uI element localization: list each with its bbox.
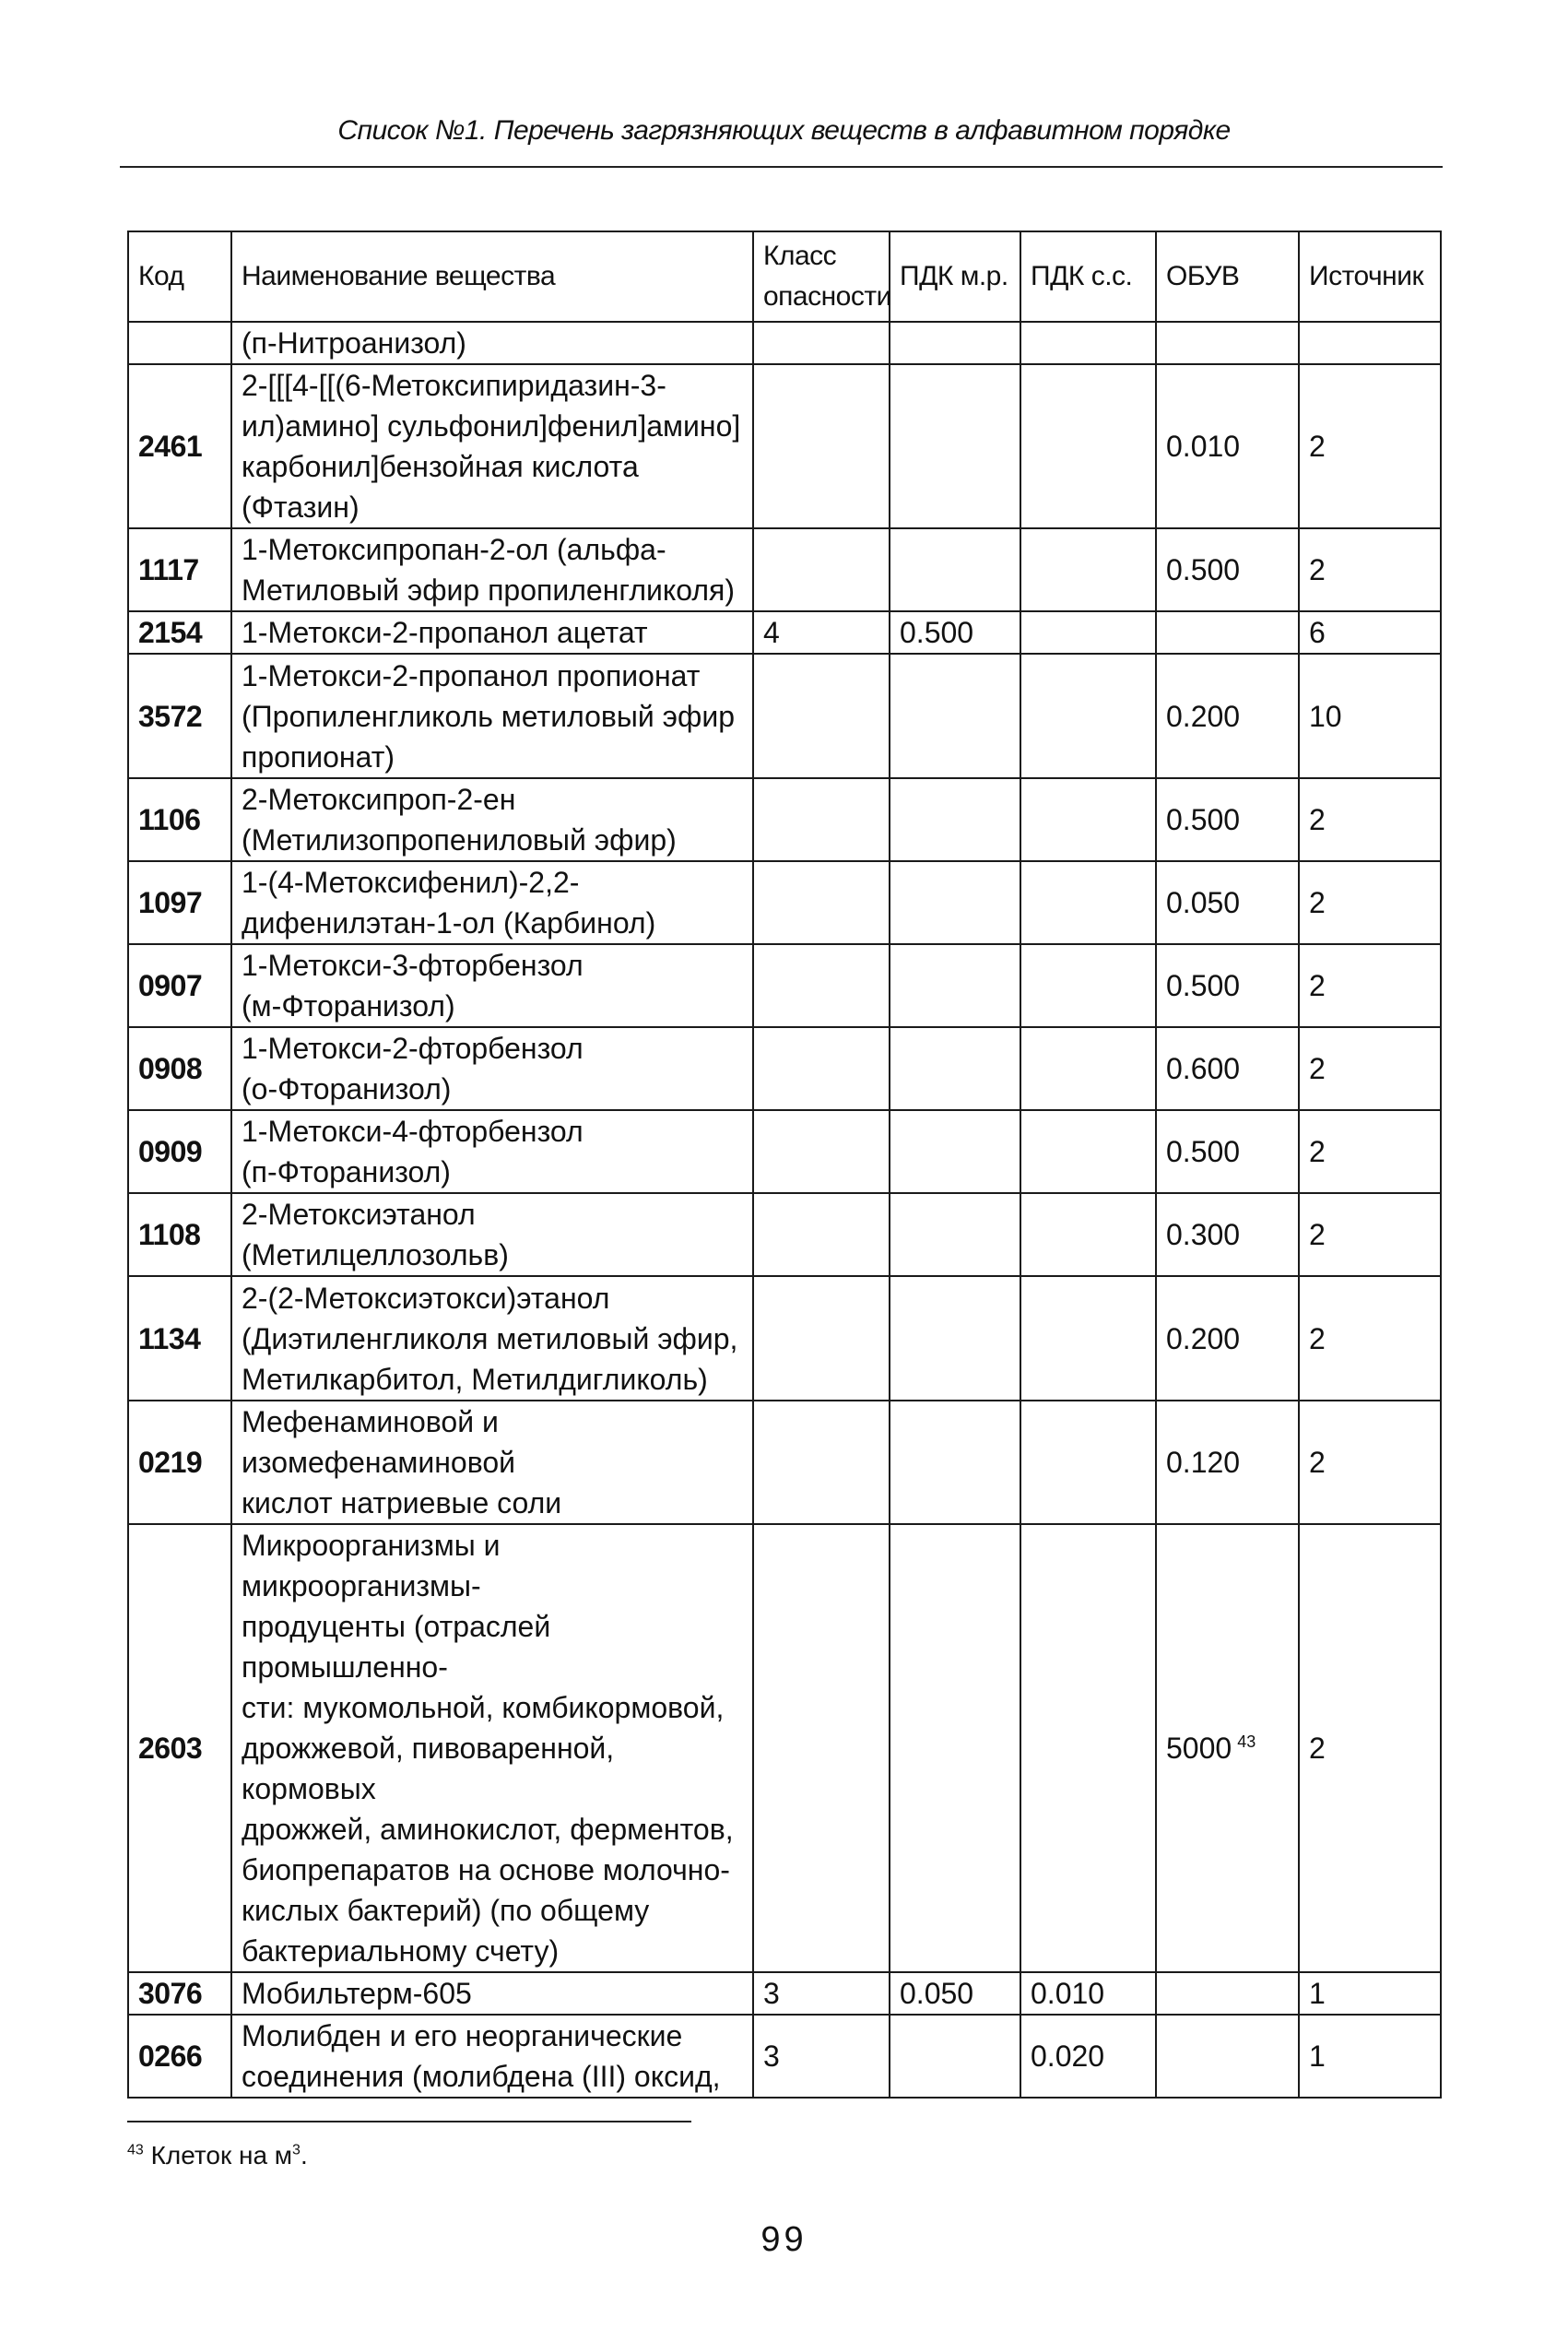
cell-obuv-value: 0.200 bbox=[1166, 1321, 1241, 1355]
cell-obuv bbox=[1156, 944, 1299, 1027]
cell-pdk-mr bbox=[890, 654, 1020, 778]
cell-obuv bbox=[1156, 1110, 1299, 1193]
cell-pdk-ss bbox=[1020, 611, 1156, 654]
cell-source: 2 bbox=[1299, 1401, 1441, 1524]
cell-name-line: 1-Метокси-2-пропанол ацетат bbox=[242, 616, 648, 649]
cell-class bbox=[753, 1524, 890, 1972]
table-row bbox=[128, 1524, 1441, 1972]
cell-name-line: соединения (молибдена (III) оксид, bbox=[242, 2060, 721, 2093]
cell-name-line: 2-(2-Метоксиэтокси)этанол bbox=[242, 1281, 610, 1315]
cell-obuv bbox=[1156, 1972, 1299, 2015]
cell-source: 2 bbox=[1299, 778, 1441, 861]
col-header-code: Код bbox=[128, 231, 231, 322]
cell-source: 2 bbox=[1299, 1524, 1441, 1972]
col-header-name: Наименование вещества bbox=[231, 231, 753, 322]
table-row bbox=[128, 1027, 1441, 1110]
cell-pdk-mr bbox=[890, 944, 1020, 1027]
cell-class bbox=[753, 778, 890, 861]
cell-code: 3076 bbox=[128, 1972, 231, 2015]
cell-name bbox=[231, 2015, 753, 2098]
cell-pdk-mr bbox=[890, 2015, 1020, 2098]
cell-name-line: 2-[[[4-[[(6-Метоксипиридазин-3- bbox=[242, 369, 666, 402]
cell-obuv-value: 5000 bbox=[1166, 1732, 1232, 1765]
cell-name-line: 1-Метоксипропан-2-ол (альфа- bbox=[242, 533, 666, 566]
cell-code: 1097 bbox=[128, 861, 231, 944]
table-row bbox=[128, 1972, 1441, 2015]
cell-obuv bbox=[1156, 654, 1299, 778]
cell-pdk-ss bbox=[1020, 654, 1156, 778]
cell-code: 1108 bbox=[128, 1193, 231, 1276]
cell-obuv bbox=[1156, 322, 1299, 364]
cell-obuv bbox=[1156, 528, 1299, 611]
cell-code: 3572 bbox=[128, 654, 231, 778]
cell-name-line: 1-Метокси-3-фторбензол bbox=[242, 949, 584, 982]
col-header-class bbox=[753, 231, 890, 322]
cell-class bbox=[753, 528, 890, 611]
cell-obuv bbox=[1156, 778, 1299, 861]
cell-name-line: биопрепаратов на основе молочно- bbox=[242, 1853, 730, 1886]
header-rule bbox=[120, 166, 1443, 168]
footnote bbox=[127, 2141, 308, 2170]
cell-pdk-ss bbox=[1020, 861, 1156, 944]
cell-class: 4 bbox=[753, 611, 890, 654]
cell-name bbox=[231, 1524, 753, 1972]
cell-name-line: (Метилизопропениловый эфир) bbox=[242, 823, 677, 857]
cell-source: 10 bbox=[1299, 654, 1441, 778]
table-row bbox=[128, 778, 1441, 861]
cell-name-line: (п-Фторанизол) bbox=[242, 1155, 451, 1188]
cell-obuv-value: 0.500 bbox=[1166, 803, 1241, 836]
cell-pdk-ss bbox=[1020, 1524, 1156, 1972]
cell-name-line: Мефенаминовой и изомефенаминовой bbox=[242, 1405, 516, 1479]
cell-name-line: кислых бактерий) (по общему bbox=[242, 1894, 650, 1927]
cell-obuv-value: 0.050 bbox=[1166, 886, 1241, 919]
cell-obuv bbox=[1156, 364, 1299, 528]
cell-class: 3 bbox=[753, 2015, 890, 2098]
table-row bbox=[128, 611, 1441, 654]
cell-source: 2 bbox=[1299, 1027, 1441, 1110]
cell-class bbox=[753, 364, 890, 528]
cell-source bbox=[1299, 322, 1441, 364]
cell-name bbox=[231, 1972, 753, 2015]
cell-obuv-value: 0.500 bbox=[1166, 969, 1241, 1002]
cell-obuv-value: 0.500 bbox=[1166, 1135, 1241, 1168]
cell-name bbox=[231, 364, 753, 528]
footnote-ref: 43 bbox=[1237, 1732, 1256, 1752]
cell-name-line: 1-Метокси-4-фторбензол bbox=[242, 1115, 584, 1148]
cell-name-line: (м-Фторанизол) bbox=[242, 989, 455, 1023]
table-row bbox=[128, 528, 1441, 611]
cell-obuv-value: 0.010 bbox=[1166, 430, 1241, 463]
cell-pdk-mr bbox=[890, 1193, 1020, 1276]
cell-source: 2 bbox=[1299, 1110, 1441, 1193]
cell-name-line: (о-Фторанизол) bbox=[242, 1072, 452, 1105]
cell-pdk-mr bbox=[890, 364, 1020, 528]
cell-name-line: кислот натриевые соли bbox=[242, 1486, 562, 1519]
cell-name-line: 2-Метоксиэтанол (Метилцеллозольв) bbox=[242, 1198, 509, 1271]
cell-name-line: (Пропиленгликоль метиловый эфир bbox=[242, 699, 735, 733]
cell-name-line: (п-Нитроанизол) bbox=[242, 326, 466, 360]
cell-pdk-mr bbox=[890, 322, 1020, 364]
cell-obuv bbox=[1156, 1027, 1299, 1110]
cell-class bbox=[753, 1027, 890, 1110]
cell-name-line: 1-(4-Метоксифенил)-2,2- bbox=[242, 866, 580, 899]
cell-name bbox=[231, 1276, 753, 1401]
footnote-end: . bbox=[300, 2141, 308, 2170]
col-header-class-line1: Класс bbox=[763, 241, 837, 271]
cell-code: 2603 bbox=[128, 1524, 231, 1972]
cell-source: 2 bbox=[1299, 1193, 1441, 1276]
substances-table bbox=[127, 231, 1442, 2099]
cell-class bbox=[753, 1110, 890, 1193]
cell-code: 2154 bbox=[128, 611, 231, 654]
cell-name-line: Метилкарбитол, Метилдигликоль) bbox=[242, 1362, 708, 1396]
cell-pdk-ss bbox=[1020, 1401, 1156, 1524]
cell-pdk-ss bbox=[1020, 364, 1156, 528]
cell-pdk-ss bbox=[1020, 1193, 1156, 1276]
cell-obuv bbox=[1156, 1276, 1299, 1401]
table-row bbox=[128, 1110, 1441, 1193]
cell-name bbox=[231, 654, 753, 778]
page-number: 99 bbox=[760, 2220, 808, 2259]
footnote-number: 43 bbox=[127, 2142, 144, 2158]
cell-obuv-value: 0.200 bbox=[1166, 699, 1241, 733]
footnote-unit-power: 3 bbox=[292, 2142, 301, 2158]
cell-name bbox=[231, 944, 753, 1027]
table-row bbox=[128, 1401, 1441, 1524]
cell-pdk-ss: 0.010 bbox=[1020, 1972, 1156, 2015]
cell-code bbox=[128, 322, 231, 364]
cell-name bbox=[231, 861, 753, 944]
cell-obuv bbox=[1156, 1193, 1299, 1276]
cell-code: 2461 bbox=[128, 364, 231, 528]
cell-source: 2 bbox=[1299, 364, 1441, 528]
cell-pdk-ss bbox=[1020, 1110, 1156, 1193]
cell-name bbox=[231, 778, 753, 861]
cell-name bbox=[231, 528, 753, 611]
cell-pdk-mr bbox=[890, 1401, 1020, 1524]
cell-name-line: ил)амино] сульфонил]фенил]амино] bbox=[242, 409, 741, 443]
cell-name bbox=[231, 1193, 753, 1276]
cell-source: 2 bbox=[1299, 528, 1441, 611]
table-row bbox=[128, 1193, 1441, 1276]
table-row bbox=[128, 364, 1441, 528]
cell-code: 0907 bbox=[128, 944, 231, 1027]
footnote-text: Клеток на м bbox=[150, 2141, 293, 2170]
cell-source: 1 bbox=[1299, 2015, 1441, 2098]
table-row bbox=[128, 1276, 1441, 1401]
cell-code: 0219 bbox=[128, 1401, 231, 1524]
cell-name-line: 2-Метоксипроп-2-ен bbox=[242, 783, 516, 816]
cell-pdk-mr: 0.500 bbox=[890, 611, 1020, 654]
cell-name-line: сти: мукомольной, комбикормовой, bbox=[242, 1691, 725, 1724]
table-row bbox=[128, 322, 1441, 364]
cell-name-line: Метиловый эфир пропиленгликоля) bbox=[242, 573, 735, 607]
cell-obuv-value: 0.300 bbox=[1166, 1218, 1241, 1251]
cell-name-line: 1-Метокси-2-фторбензол bbox=[242, 1032, 584, 1065]
cell-class bbox=[753, 654, 890, 778]
cell-class bbox=[753, 1276, 890, 1401]
col-header-class-line2: опасности bbox=[763, 281, 891, 312]
cell-obuv-value: 0.120 bbox=[1166, 1446, 1241, 1479]
cell-pdk-ss bbox=[1020, 778, 1156, 861]
cell-class bbox=[753, 322, 890, 364]
table-row bbox=[128, 944, 1441, 1027]
cell-obuv-value: 0.500 bbox=[1166, 553, 1241, 586]
cell-name-line: пропионат) bbox=[242, 739, 395, 774]
cell-pdk-mr bbox=[890, 1027, 1020, 1110]
cell-obuv bbox=[1156, 861, 1299, 944]
cell-name-line: Микроорганизмы и микроорганизмы- bbox=[242, 1529, 501, 1602]
cell-source: 2 bbox=[1299, 861, 1441, 944]
col-header-obuv: ОБУВ bbox=[1156, 231, 1299, 322]
cell-name-line: Мобильтерм-605 bbox=[242, 1977, 472, 2010]
cell-pdk-mr bbox=[890, 1110, 1020, 1193]
cell-name-line: карбонил]бензойная кислота (Фтазин) bbox=[242, 450, 639, 524]
cell-pdk-ss: 0.020 bbox=[1020, 2015, 1156, 2098]
cell-obuv bbox=[1156, 1401, 1299, 1524]
cell-pdk-mr bbox=[890, 861, 1020, 944]
cell-code: 1106 bbox=[128, 778, 231, 861]
footnote-rule bbox=[127, 2121, 691, 2122]
table-row bbox=[128, 2015, 1441, 2098]
table-header-row bbox=[128, 231, 1441, 322]
cell-code: 0908 bbox=[128, 1027, 231, 1110]
cell-source: 1 bbox=[1299, 1972, 1441, 2015]
cell-code: 0909 bbox=[128, 1110, 231, 1193]
cell-pdk-ss bbox=[1020, 1276, 1156, 1401]
cell-pdk-ss bbox=[1020, 1027, 1156, 1110]
table-row bbox=[128, 861, 1441, 944]
cell-name-line: дифенилэтан-1-ол (Карбинол) bbox=[242, 906, 656, 940]
cell-name-line: Молибден и его неорганические bbox=[242, 2019, 683, 2052]
col-header-pdk-ss: ПДК с.с. bbox=[1020, 231, 1156, 322]
table-row bbox=[128, 654, 1441, 778]
cell-pdk-mr: 0.050 bbox=[890, 1972, 1020, 2015]
cell-name-line: бактериальному счету) bbox=[242, 1934, 560, 1968]
cell-name-line: (Диэтиленгликоля метиловый эфир, bbox=[242, 1321, 738, 1355]
cell-code: 1134 bbox=[128, 1276, 231, 1401]
page-header-title: Список №1. Перечень загрязняющих веществ в алфавитном порядке bbox=[337, 115, 1231, 146]
cell-name-line: дрожжей, аминокислот, ферментов, bbox=[242, 1813, 734, 1846]
cell-class bbox=[753, 1193, 890, 1276]
cell-name-line: 1-Метокси-2-пропанол пропионат bbox=[242, 658, 701, 692]
col-header-pdk-mr: ПДК м.р. bbox=[890, 231, 1020, 322]
cell-name-line: дрожжевой, пивоваренной, кормовых bbox=[242, 1732, 615, 1805]
cell-pdk-ss bbox=[1020, 944, 1156, 1027]
cell-name bbox=[231, 1027, 753, 1110]
cell-source: 2 bbox=[1299, 1276, 1441, 1401]
cell-obuv-value: 0.600 bbox=[1166, 1052, 1241, 1085]
cell-pdk-mr bbox=[890, 528, 1020, 611]
cell-name bbox=[231, 322, 753, 364]
cell-class: 3 bbox=[753, 1972, 890, 2015]
cell-pdk-mr bbox=[890, 778, 1020, 861]
cell-name bbox=[231, 1110, 753, 1193]
cell-pdk-ss bbox=[1020, 528, 1156, 611]
cell-class bbox=[753, 1401, 890, 1524]
cell-obuv bbox=[1156, 611, 1299, 654]
cell-name bbox=[231, 1401, 753, 1524]
cell-pdk-mr bbox=[890, 1276, 1020, 1401]
cell-name-line: продуценты (отраслей промышленно- bbox=[242, 1610, 551, 1684]
cell-pdk-ss bbox=[1020, 322, 1156, 364]
cell-class bbox=[753, 861, 890, 944]
cell-name bbox=[231, 611, 753, 654]
cell-source: 6 bbox=[1299, 611, 1441, 654]
col-header-source: Источник bbox=[1299, 231, 1441, 322]
cell-obuv bbox=[1156, 1524, 1299, 1972]
cell-pdk-mr bbox=[890, 1524, 1020, 1972]
cell-source: 2 bbox=[1299, 944, 1441, 1027]
cell-obuv bbox=[1156, 2015, 1299, 2098]
cell-code: 0266 bbox=[128, 2015, 231, 2098]
cell-class bbox=[753, 944, 890, 1027]
cell-code: 1117 bbox=[128, 528, 231, 611]
